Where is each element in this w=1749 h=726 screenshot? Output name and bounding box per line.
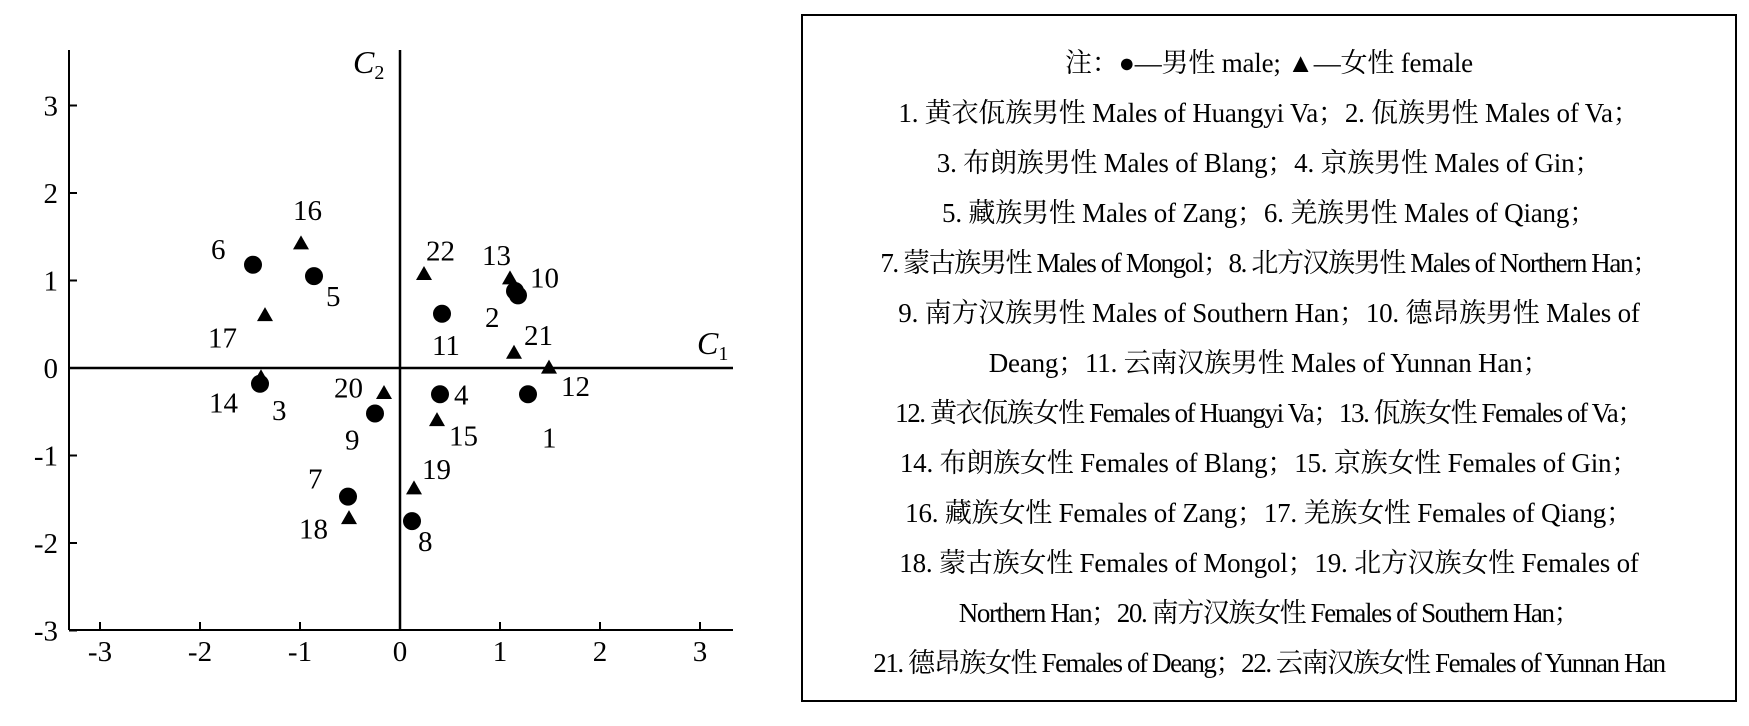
- point-label-2: 2: [485, 302, 500, 334]
- point-label-4: 4: [454, 379, 469, 412]
- legend-line: 3. 布朗族男性 Males of Blang；4. 京族男性 Males of Gin；: [936, 148, 1602, 178]
- y-tick-label: -2: [33, 528, 58, 560]
- axes: [69, 50, 733, 630]
- point-label-22: 22: [426, 235, 455, 268]
- legend-line: 5. 藏族男性 Males of Zang；6. 羌族男性 Males of Qiang；: [942, 198, 1596, 228]
- legend-line: 21. 德昂族女性 Females of Deang；22. 云南汉族女性 Females of Yunnan Han: [873, 648, 1665, 678]
- x-tick-label: 2: [592, 636, 608, 668]
- legend-line: 18. 蒙古族女性 Females of Mongol；19. 北方汉族女性 Females of: [899, 548, 1639, 578]
- point-label-19: 19: [422, 453, 451, 486]
- point-female-17: [257, 307, 273, 321]
- x-tick-label: -1: [287, 636, 313, 668]
- point-male-7: [339, 488, 357, 506]
- legend-line: 1. 黄衣佤族男性 Males of Huangyi Va；2. 佤族男性 Males of Va；: [898, 98, 1640, 128]
- x-axis-label: C1: [697, 325, 729, 365]
- point-female-15: [429, 412, 445, 426]
- legend-box: [801, 14, 1737, 702]
- y-tick-label: 0: [43, 353, 58, 385]
- point-label-6: 6: [211, 233, 226, 266]
- point-label-5: 5: [326, 281, 341, 314]
- point-male-4: [431, 385, 449, 403]
- point-female-16: [293, 235, 309, 249]
- point-label-9: 9: [345, 424, 360, 457]
- point-label-16: 16: [293, 194, 322, 227]
- point-female-18: [341, 510, 357, 524]
- point-female-21: [506, 345, 522, 359]
- point-label-8: 8: [418, 526, 433, 559]
- legend-line: 12. 黄衣佤族女性 Females of Huangyi Va；13. 佤族女性 Females of Va；: [895, 398, 1643, 428]
- legend-line: Deang；11. 云南汉族男性 Males of Yunnan Han；: [988, 348, 1550, 378]
- point-label-15: 15: [449, 420, 478, 453]
- x-tick-label: 1: [492, 636, 508, 668]
- legend-line: Northern Han；20. 南方汉族女性 Females of Southern Han；: [958, 598, 1580, 628]
- point-male-1: [519, 385, 537, 403]
- ticks: [34, 91, 707, 669]
- y-tick-label: 2: [43, 178, 58, 210]
- point-label-21: 21: [524, 320, 553, 353]
- legend-note: 注：●—男性 male; ▲—女性 female: [1065, 48, 1473, 78]
- point-female-12: [541, 360, 557, 374]
- x-tick-label: 0: [392, 636, 408, 668]
- point-label-7: 7: [308, 463, 323, 496]
- y-tick-label: -1: [33, 440, 58, 473]
- y-tick-label: 3: [43, 90, 58, 123]
- legend-line: 14. 布朗族女性 Females of Blang；15. 京族女性 Females of Gin；: [899, 448, 1639, 478]
- point-male-11: [433, 305, 451, 323]
- point-label-11: 11: [432, 329, 460, 362]
- point-female-13: [502, 270, 518, 284]
- y-tick-label: 1: [43, 265, 58, 298]
- point-label-17: 17: [208, 322, 237, 355]
- point-male-5: [305, 267, 323, 285]
- point-male-10: [509, 286, 527, 304]
- point-male-9: [366, 405, 384, 423]
- point-label-3: 3: [272, 394, 287, 427]
- point-label-14: 14: [209, 387, 238, 420]
- legend-line: 9. 南方汉族男性 Males of Southern Han；10. 德昂族男性 Males of: [898, 298, 1640, 328]
- x-tick-label: -3: [87, 636, 113, 668]
- y-axis-label: C2: [353, 44, 385, 84]
- point-female-22: [416, 266, 432, 280]
- point-label-18: 18: [299, 513, 328, 546]
- point-female-19: [406, 480, 422, 494]
- point-label-1: 1: [542, 422, 557, 455]
- x-tick-label: -2: [187, 636, 213, 668]
- point-label-20: 20: [334, 372, 363, 405]
- point-male-6: [244, 256, 262, 274]
- point-label-12: 12: [561, 371, 590, 403]
- point-label-10: 10: [530, 262, 559, 295]
- point-label-13: 13: [482, 239, 511, 272]
- legend-line: 16. 藏族女性 Females of Zang；17. 羌族女性 Females of Qiang；: [905, 498, 1633, 528]
- y-tick-label: -3: [33, 615, 58, 648]
- x-tick-label: 3: [692, 636, 708, 668]
- scatter-plot: [0, 0, 790, 726]
- point-female-20: [376, 385, 392, 399]
- legend-line: 7. 蒙古族男性 Males of Mongol；8. 北方汉族男性 Males of Northern Han；: [880, 248, 1658, 278]
